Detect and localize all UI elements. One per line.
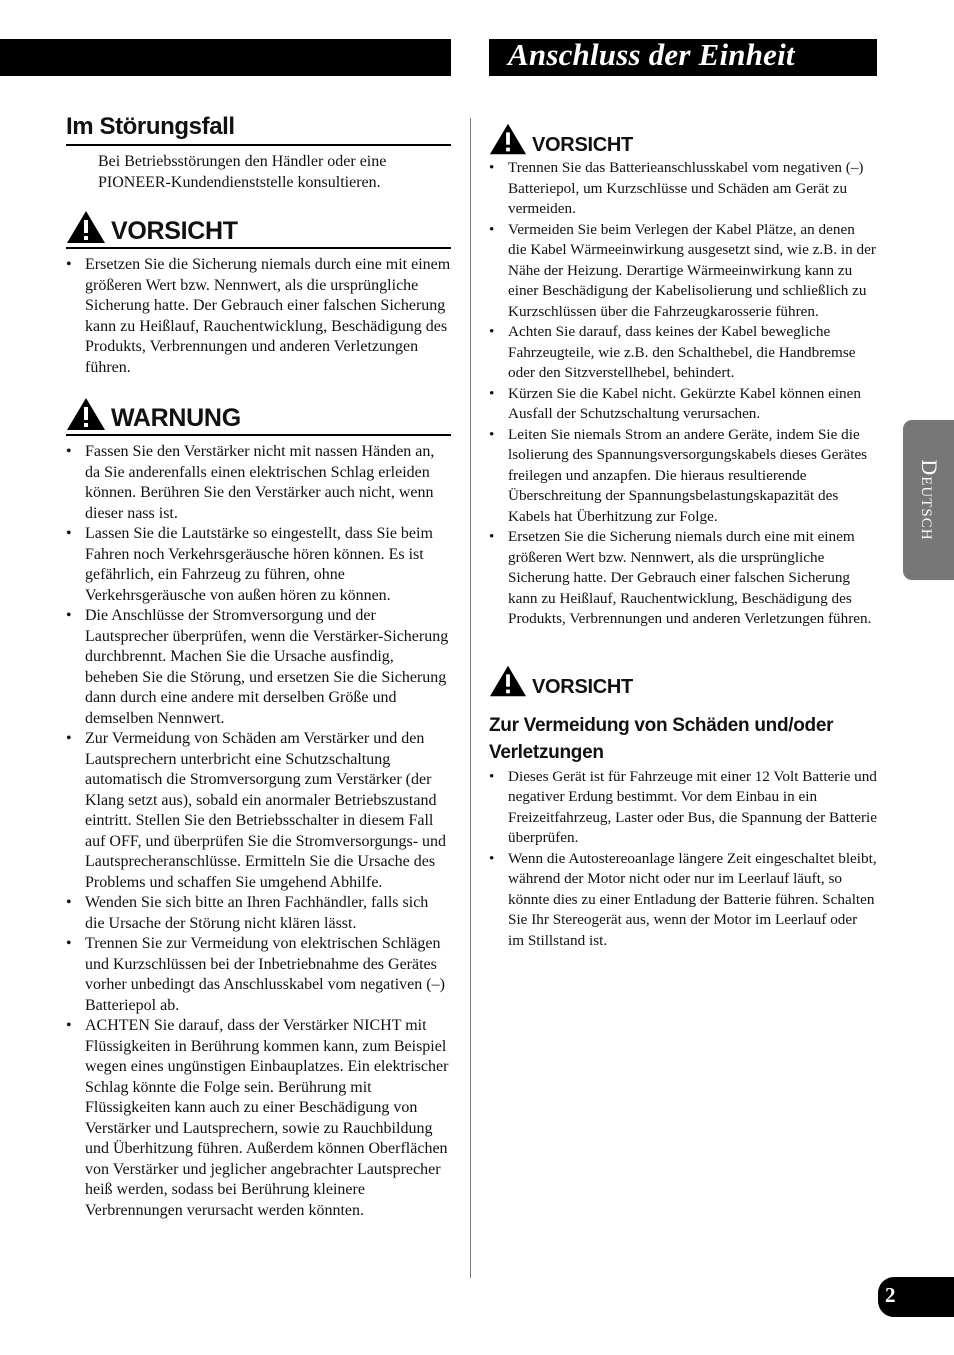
caution-label: VORSICHT (111, 217, 238, 245)
list-item: • Trennen Sie zur Vermeidung von elektrischen Schlägen und Kurzschlüssen bei der Inbetriebnahme des Gerätes vorher unbedingt das Anschlusskabel vom negativen (–) Batteriepol ab. (66, 934, 451, 1016)
caution-heading (489, 664, 877, 698)
list-item: • Wenden Sie sich bitte an Ihren Fachhändler, falls sich die Ursache der Störung nicht klären lässt. (66, 893, 451, 934)
page-title: Anschluss der Einheit (508, 37, 795, 72)
caution-block-wiring (489, 122, 877, 630)
warning-list (66, 442, 451, 1221)
warning-block (66, 397, 451, 1221)
list-item: • Die Anschlüsse der Stromversorgung und der Lautsprecher überprüfen, wenn die Verstärker-Sicherung durchbrennt. Machen Sie die Ursache ausfindig, beheben Sie die Störung, und ersetzen Sie die Sicherung dann durch eine andere mit derselben Größe und demselben Nennwert. (66, 606, 451, 729)
caution-heading (66, 210, 451, 249)
list-item: • Achten Sie darauf, dass keines der Kabel bewegliche Fahrzeugteile, wie z.B. den Schalthebel, die Handbremse oder den Sitzverstellhebel, behindert. (489, 322, 877, 384)
list-item: • Dieses Gerät ist für Fahrzeuge mit einer 12 Volt Batterie und negativer Erdung bestimmt. Vor dem Einbau in ein Freizeitfahrzeug, Laster oder Bus, die Spannung der Batterie überprüfen. (489, 767, 877, 849)
caution-block (66, 210, 451, 378)
intro-text: Bei Betriebsstörungen den Händler oder eine PIONEER-Kundendienststelle konsultieren. (98, 153, 387, 191)
caution-subtitle: Zur Vermeidung von Schäden und/oder Verletzungen (489, 714, 834, 763)
caution-block-damage (489, 664, 877, 952)
warning-triangle-icon (66, 210, 106, 244)
section-title: Im Störungsfall (66, 112, 451, 146)
list-item: • Lassen Sie die Lautstärke so eingestellt, dass Sie beim Fahren noch Verkehrsgeräusche hören können. Es ist gefährlich, ein Fahrzeug zu führen, ohne Verkehrsgeräusche von außen hören zu können. (66, 524, 451, 606)
list-item: • Trennen Sie das Batterieanschlusskabel vom negativen (–) Batteriepol, um Kurzschlüsse und Schäden am Gerät zu vermeiden. (489, 158, 877, 220)
caution-list (489, 767, 877, 952)
list-item: • Wenn die Autostereoanlage längere Zeit eingeschaltet bleibt, während der Motor nicht oder nur im Leerlauf läuft, so könnte dies zu einer Entladung der Batterie führen. Schalten Sie Ihr Stereogerät aus, wenn der Motor im Leerlauf oder im Stillstand ist. (489, 849, 877, 952)
list-item: • Vermeiden Sie beim Verlegen der Kabel Plätze, an denen die Kabel Wärmeeinwirkung ausgesetzt sind, wie z.B. in der Nähe der Heizung. Derartige Wärmeeinwirkung kann zu einer Beschädigung der Kabelisolierung und schließlich zu Kurzschlüssen über die Fahrzeugkarosserie führen. (489, 220, 877, 323)
page-number-badge (878, 1277, 954, 1317)
warning-triangle-icon (66, 397, 106, 431)
language-tab (903, 420, 954, 580)
header-bar-left (0, 39, 451, 76)
caution-heading (489, 122, 877, 156)
list-item: • Fassen Sie den Verstärker nicht mit nassen Händen an, da Sie anderenfalls einen elektrischen Schlag erleiden können. Berühren Sie den Verstärker auch nicht, wenn dieser nass ist. (66, 442, 451, 524)
list-item: • Leiten Sie niemals Strom an andere Geräte, indem Sie die lsolierung des Spannungsversorgungskabels dieses Gerätes freilegen und anzapfen. Die hieraus resultierende Überschreitung der Spannungsbelastungskapazität des Kabels hat Überhitzung zur Folge. (489, 425, 877, 528)
warning-label: WARNUNG (111, 404, 241, 432)
left-column (66, 112, 451, 1221)
warning-heading (66, 397, 451, 436)
page-number: 2 (885, 1283, 896, 1307)
warning-triangle-icon (489, 122, 527, 156)
list-item: • ACHTEN Sie darauf, dass der Verstärker NICHT mit Flüssigkeiten in Berührung kommen kann, zum Beispiel wegen eines ungünstigen Einbauplatzes. Ein elektrischer Schlag könnte die Folge sein. Berührung mit Flüssigkeiten kann auch zu einer Beschädigung von Verstärker und Lautsprechern, sowie zu Rauchbildung und Überhitzung führen. Außerdem können Oberflächen von Verstärker und jeglicher angebrachter Lautsprecher heiß werden, sodass bei Berührung kleinere Verbrennungen verursacht werden könnten. (66, 1016, 451, 1221)
column-divider (470, 118, 471, 1278)
caution-list (489, 158, 877, 630)
right-column (489, 122, 877, 951)
list-item: • Ersetzen Sie die Sicherung niemals durch eine mit einem größeren Wert bzw. Nennwert, als die ursprüngliche Sicherung hatte. Der Gebrauch einer falschen Sicherung kann zu Heißlauf, Rauchentwicklung, Beschädigung des Produkts, Verbrennungen und anderen Verletzungen führen. (489, 527, 877, 630)
warning-triangle-icon (489, 664, 527, 698)
caution-list (66, 255, 451, 378)
language-tab-label: Deutsch (916, 459, 942, 541)
list-item: • Ersetzen Sie die Sicherung niemals durch eine mit einem größeren Wert bzw. Nennwert, als die ursprüngliche Sicherung hatte. Der Gebrauch einer falschen Sicherung kann zu Heißlauf, Rauchentwicklung, Beschädigung des Produkts, Verbrennungen und anderen Verletzungen führen. (66, 255, 451, 378)
caution-label: VORSICHT (532, 675, 633, 698)
list-item: • Zur Vermeidung von Schäden am Verstärker und den Lautsprechern unterbricht eine Schutzschaltung automatisch die Stromversorgung zum Verstärker (der Klang setzt aus), sobald ein anormaler Betriebszustand eintritt. Stellen Sie den Betriebsschalter in diesem Fall auf OFF, und überprüfen Sie die Stromversorgungs- und Lautsprecheranschlüsse. Ermitteln Sie die Ursache des Problems und schaffen Sie umgehend Abhilfe. (66, 729, 451, 893)
list-item: • Kürzen Sie die Kabel nicht. Gekürzte Kabel können einen Ausfall der Schutzschaltung verursachen. (489, 384, 877, 425)
caution-label: VORSICHT (532, 134, 633, 156)
